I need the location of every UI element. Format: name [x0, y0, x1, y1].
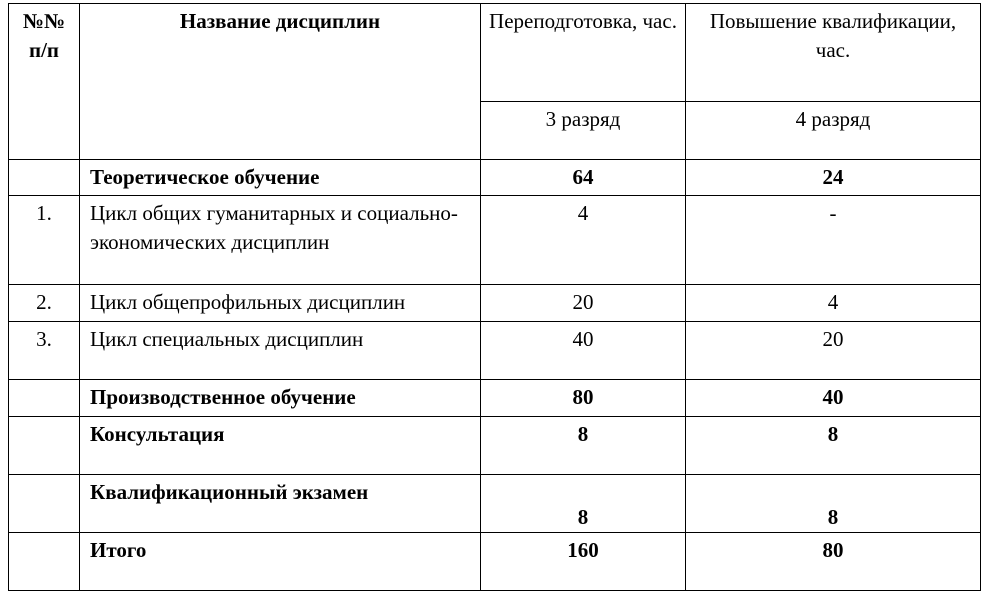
row-retraining: 64 — [481, 160, 686, 196]
row-retraining: 8 — [481, 475, 686, 533]
row-num: 1. — [9, 196, 80, 285]
row-num — [9, 160, 80, 196]
table-row — [9, 417, 981, 475]
row-qualification: 24 — [686, 160, 981, 196]
row-name: Теоретическое обучение — [80, 160, 481, 196]
header-num: №№ п/п — [9, 4, 80, 160]
row-qualification: 8 — [686, 417, 981, 475]
table-row — [9, 196, 981, 285]
curriculum-table — [8, 3, 981, 591]
row-qualification: 4 — [686, 285, 981, 322]
row-name: Цикл специальных дисциплин — [80, 322, 481, 380]
row-name: Консультация — [80, 417, 481, 475]
table-row — [9, 533, 981, 591]
row-qualification: 40 — [686, 380, 981, 417]
row-name: Цикл общепрофильных дисциплин — [80, 285, 481, 322]
row-num — [9, 380, 80, 417]
header-discipline: Название дисциплин — [80, 4, 481, 160]
table-row — [9, 380, 981, 417]
header-retraining: Переподготовка, час. — [481, 4, 686, 102]
table-row — [9, 160, 981, 196]
table-row — [9, 285, 981, 322]
row-name: Производственное обучение — [80, 380, 481, 417]
row-name: Цикл общих гуманитарных и социально-экономических дисциплин — [80, 196, 481, 285]
table-row — [9, 475, 981, 533]
row-retraining: 160 — [481, 533, 686, 591]
header-qualification-rank: 4 разряд — [686, 102, 981, 160]
row-retraining: 20 — [481, 285, 686, 322]
header-row — [9, 4, 981, 102]
row-name: Итого — [80, 533, 481, 591]
header-retraining-rank: 3 разряд — [481, 102, 686, 160]
row-qualification: - — [686, 196, 981, 285]
row-retraining: 80 — [481, 380, 686, 417]
row-qualification: 80 — [686, 533, 981, 591]
row-qualification: 8 — [686, 475, 981, 533]
row-qualification: 20 — [686, 322, 981, 380]
row-retraining: 4 — [481, 196, 686, 285]
row-retraining: 8 — [481, 417, 686, 475]
row-num — [9, 417, 80, 475]
row-num — [9, 475, 80, 533]
row-num: 2. — [9, 285, 80, 322]
header-qualification: Повышение квалификации, час. — [686, 4, 981, 102]
row-num — [9, 533, 80, 591]
row-name: Квалификационный экзамен — [80, 475, 481, 533]
row-retraining: 40 — [481, 322, 686, 380]
row-num: 3. — [9, 322, 80, 380]
table-row — [9, 322, 981, 380]
